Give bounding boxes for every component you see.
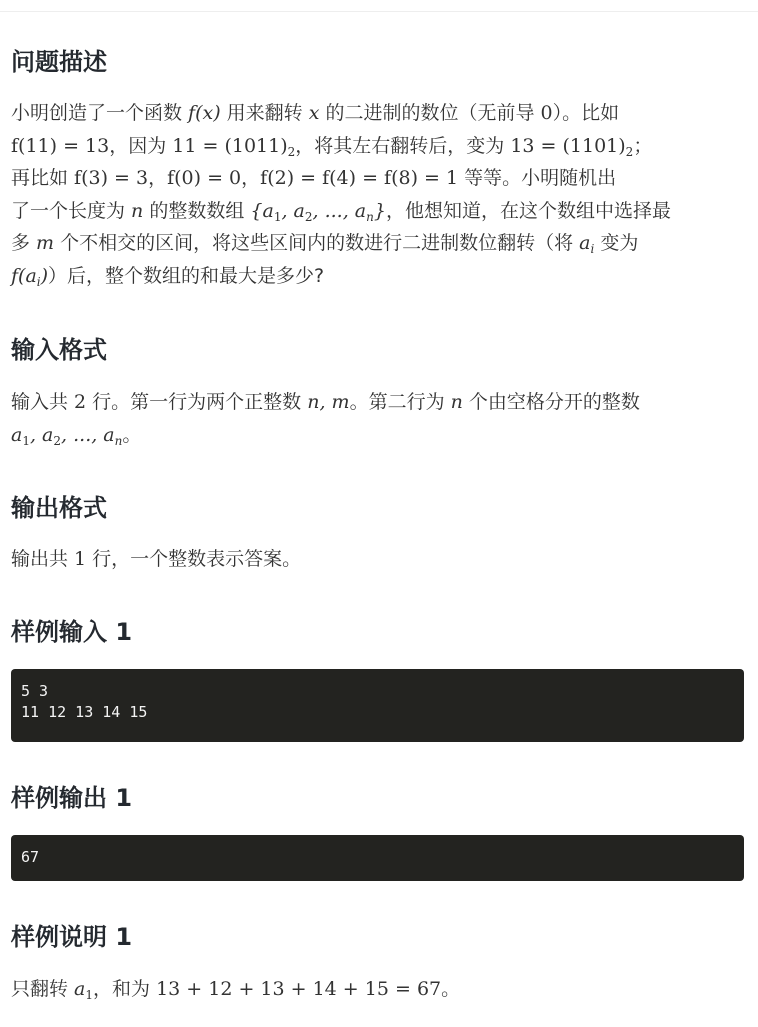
desc-line-2: f(11) = 13，因为 $11 = (1011)_2$，将其左右翻转后，变为 $13 = (1101)_2$； [11, 134, 653, 159]
description-paragraph [11, 97, 747, 292]
section-title-output-format: 输出格式 [11, 494, 107, 522]
input-line-1: 输入共 2 行。第一行为两个正整数 n, m。第二行为 n 个由空格分开的整数 [11, 391, 640, 413]
desc-line-6: $f(a_i)$）后，整个数组的和最大是多少? [11, 264, 325, 289]
desc-line-1: 小明创造了一个函数 f(x) 用来翻转 x 的二进制的数位（无前导 0）。比如 [11, 102, 620, 124]
sample-output-line-1: 67 [21, 848, 40, 866]
desc-line-5: 多 m 个不相交的区间，将这些区间内的数进行二进制数位翻转（将 $a_i$ 变为 [11, 232, 639, 256]
input-line-2: $a_1$, $a_2$, ..., $a_n$。 [11, 423, 142, 448]
output-line-1: 输出共 1 行，一个整数表示答案。 [11, 548, 302, 570]
sample-output-code-block [11, 835, 744, 881]
section-title-description: 问题描述 [11, 48, 107, 76]
explain-line-1: 只翻转 $a_1$，和为 13 + 12 + 13 + 14 + 15 = 67。 [11, 978, 461, 1002]
sample-input-code-block [11, 669, 744, 742]
input-format-paragraph [11, 386, 747, 451]
sample-input-line-1: 5 3 [21, 682, 49, 700]
sample-input-line-2: 11 12 13 14 15 [21, 703, 148, 721]
sample-explanation-paragraph [11, 973, 747, 1006]
desc-line-4: 了一个长度为 n 的整数数组 {$a_1$, $a_2$, ..., $a_n$}，他想知道，在这个数组中选择最 [11, 199, 671, 224]
top-divider [0, 11, 758, 12]
section-title-sample-input: 样例输入 1 [11, 618, 133, 646]
section-title-input-format: 输入格式 [11, 336, 107, 364]
output-format-paragraph [11, 543, 747, 576]
desc-line-3: 再比如 f(3) = 3，f(0) = 0，f(2) = f(4) = f(8) = 1 等等。小明随机出 [11, 167, 617, 189]
section-title-sample-explanation: 样例说明 1 [11, 923, 133, 951]
section-title-sample-output: 样例输出 1 [11, 784, 133, 812]
